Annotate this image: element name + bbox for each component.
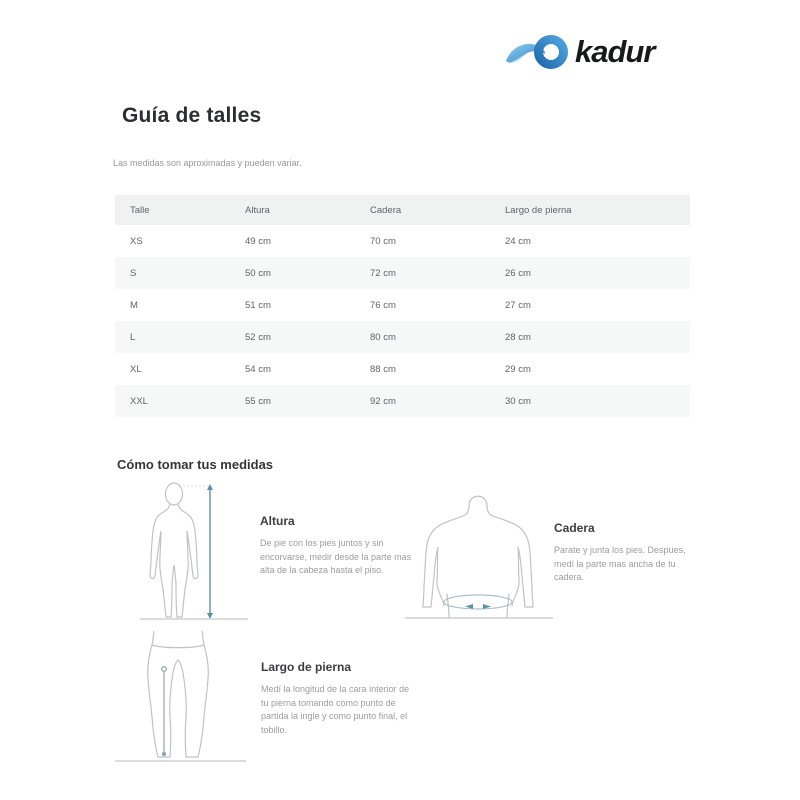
table-row-s (115, 257, 690, 289)
table-row-xl (115, 353, 690, 385)
size-table-header-row (115, 195, 690, 225)
page-title: Guía de talles (122, 104, 262, 127)
cell-cadera: 76 cm (370, 299, 396, 311)
section-cadera (554, 521, 692, 585)
col-header-altura: Altura (230, 195, 355, 225)
table-row-xxl (115, 385, 690, 417)
infinity-wave-icon (504, 33, 570, 71)
cell-size: L (130, 331, 136, 343)
col-header-largo: Largo de pierna (490, 195, 690, 225)
cell-largo: 30 cm (505, 395, 531, 407)
cell-cadera: 80 cm (370, 331, 396, 343)
table-row-l (115, 321, 690, 353)
standing-figure-height-icon (138, 481, 250, 623)
cell-size: XXL (130, 395, 148, 407)
col-header-talle: Talle (115, 195, 230, 225)
cell-altura: 55 cm (245, 395, 271, 407)
cell-altura: 50 cm (245, 267, 271, 279)
section-cadera-description: Parate y junta los pies. Despues, medí la parte mas ancha de tu cadera. (554, 545, 686, 582)
section-largo-de-pierna (261, 660, 413, 737)
table-row-xs (115, 225, 690, 257)
table-row-m (115, 289, 690, 321)
section-cadera-title: Cadera (554, 521, 595, 535)
cell-size: M (130, 299, 138, 311)
section-largo-title: Largo de pierna (261, 660, 352, 674)
section-altura (260, 514, 412, 578)
col-header-cadera: Cadera (355, 195, 490, 225)
cell-size: XS (130, 235, 143, 247)
cell-largo: 27 cm (505, 299, 531, 311)
disclaimer-text: Las medidas son aproximadas y pueden variar. (113, 158, 302, 168)
torso-hips-measure-icon (403, 488, 555, 622)
cell-largo: 24 cm (505, 235, 531, 247)
cell-largo: 26 cm (505, 267, 531, 279)
cell-largo: 29 cm (505, 363, 531, 375)
brand-logo[interactable] (504, 33, 654, 71)
size-table (115, 195, 690, 417)
cell-altura: 49 cm (245, 235, 271, 247)
how-to-measure-title: Cómo tomar tus medidas (117, 457, 274, 472)
cell-cadera: 88 cm (370, 363, 396, 375)
cell-largo: 28 cm (505, 331, 531, 343)
cell-cadera: 70 cm (370, 235, 396, 247)
cell-cadera: 72 cm (370, 267, 396, 279)
section-largo-description: Medí la longitud de la cara interior de tu pierna tomando como punto de partida la ingle y como punto final, el tobillo. (261, 684, 410, 735)
section-altura-description: De pie con los pies juntos y sin encorvarse, medir desde la parte mas alta de la cabeza hasta el piso. (260, 538, 412, 575)
cell-altura: 51 cm (245, 299, 271, 311)
cell-cadera: 92 cm (370, 395, 396, 407)
cell-size: S (130, 267, 137, 279)
legs-inseam-measure-icon (113, 631, 248, 765)
cell-altura: 54 cm (245, 363, 271, 375)
cell-altura: 52 cm (245, 331, 271, 343)
brand-wordmark: kadur (575, 34, 655, 69)
cell-size: XL (130, 363, 142, 375)
section-altura-title: Altura (260, 514, 295, 528)
